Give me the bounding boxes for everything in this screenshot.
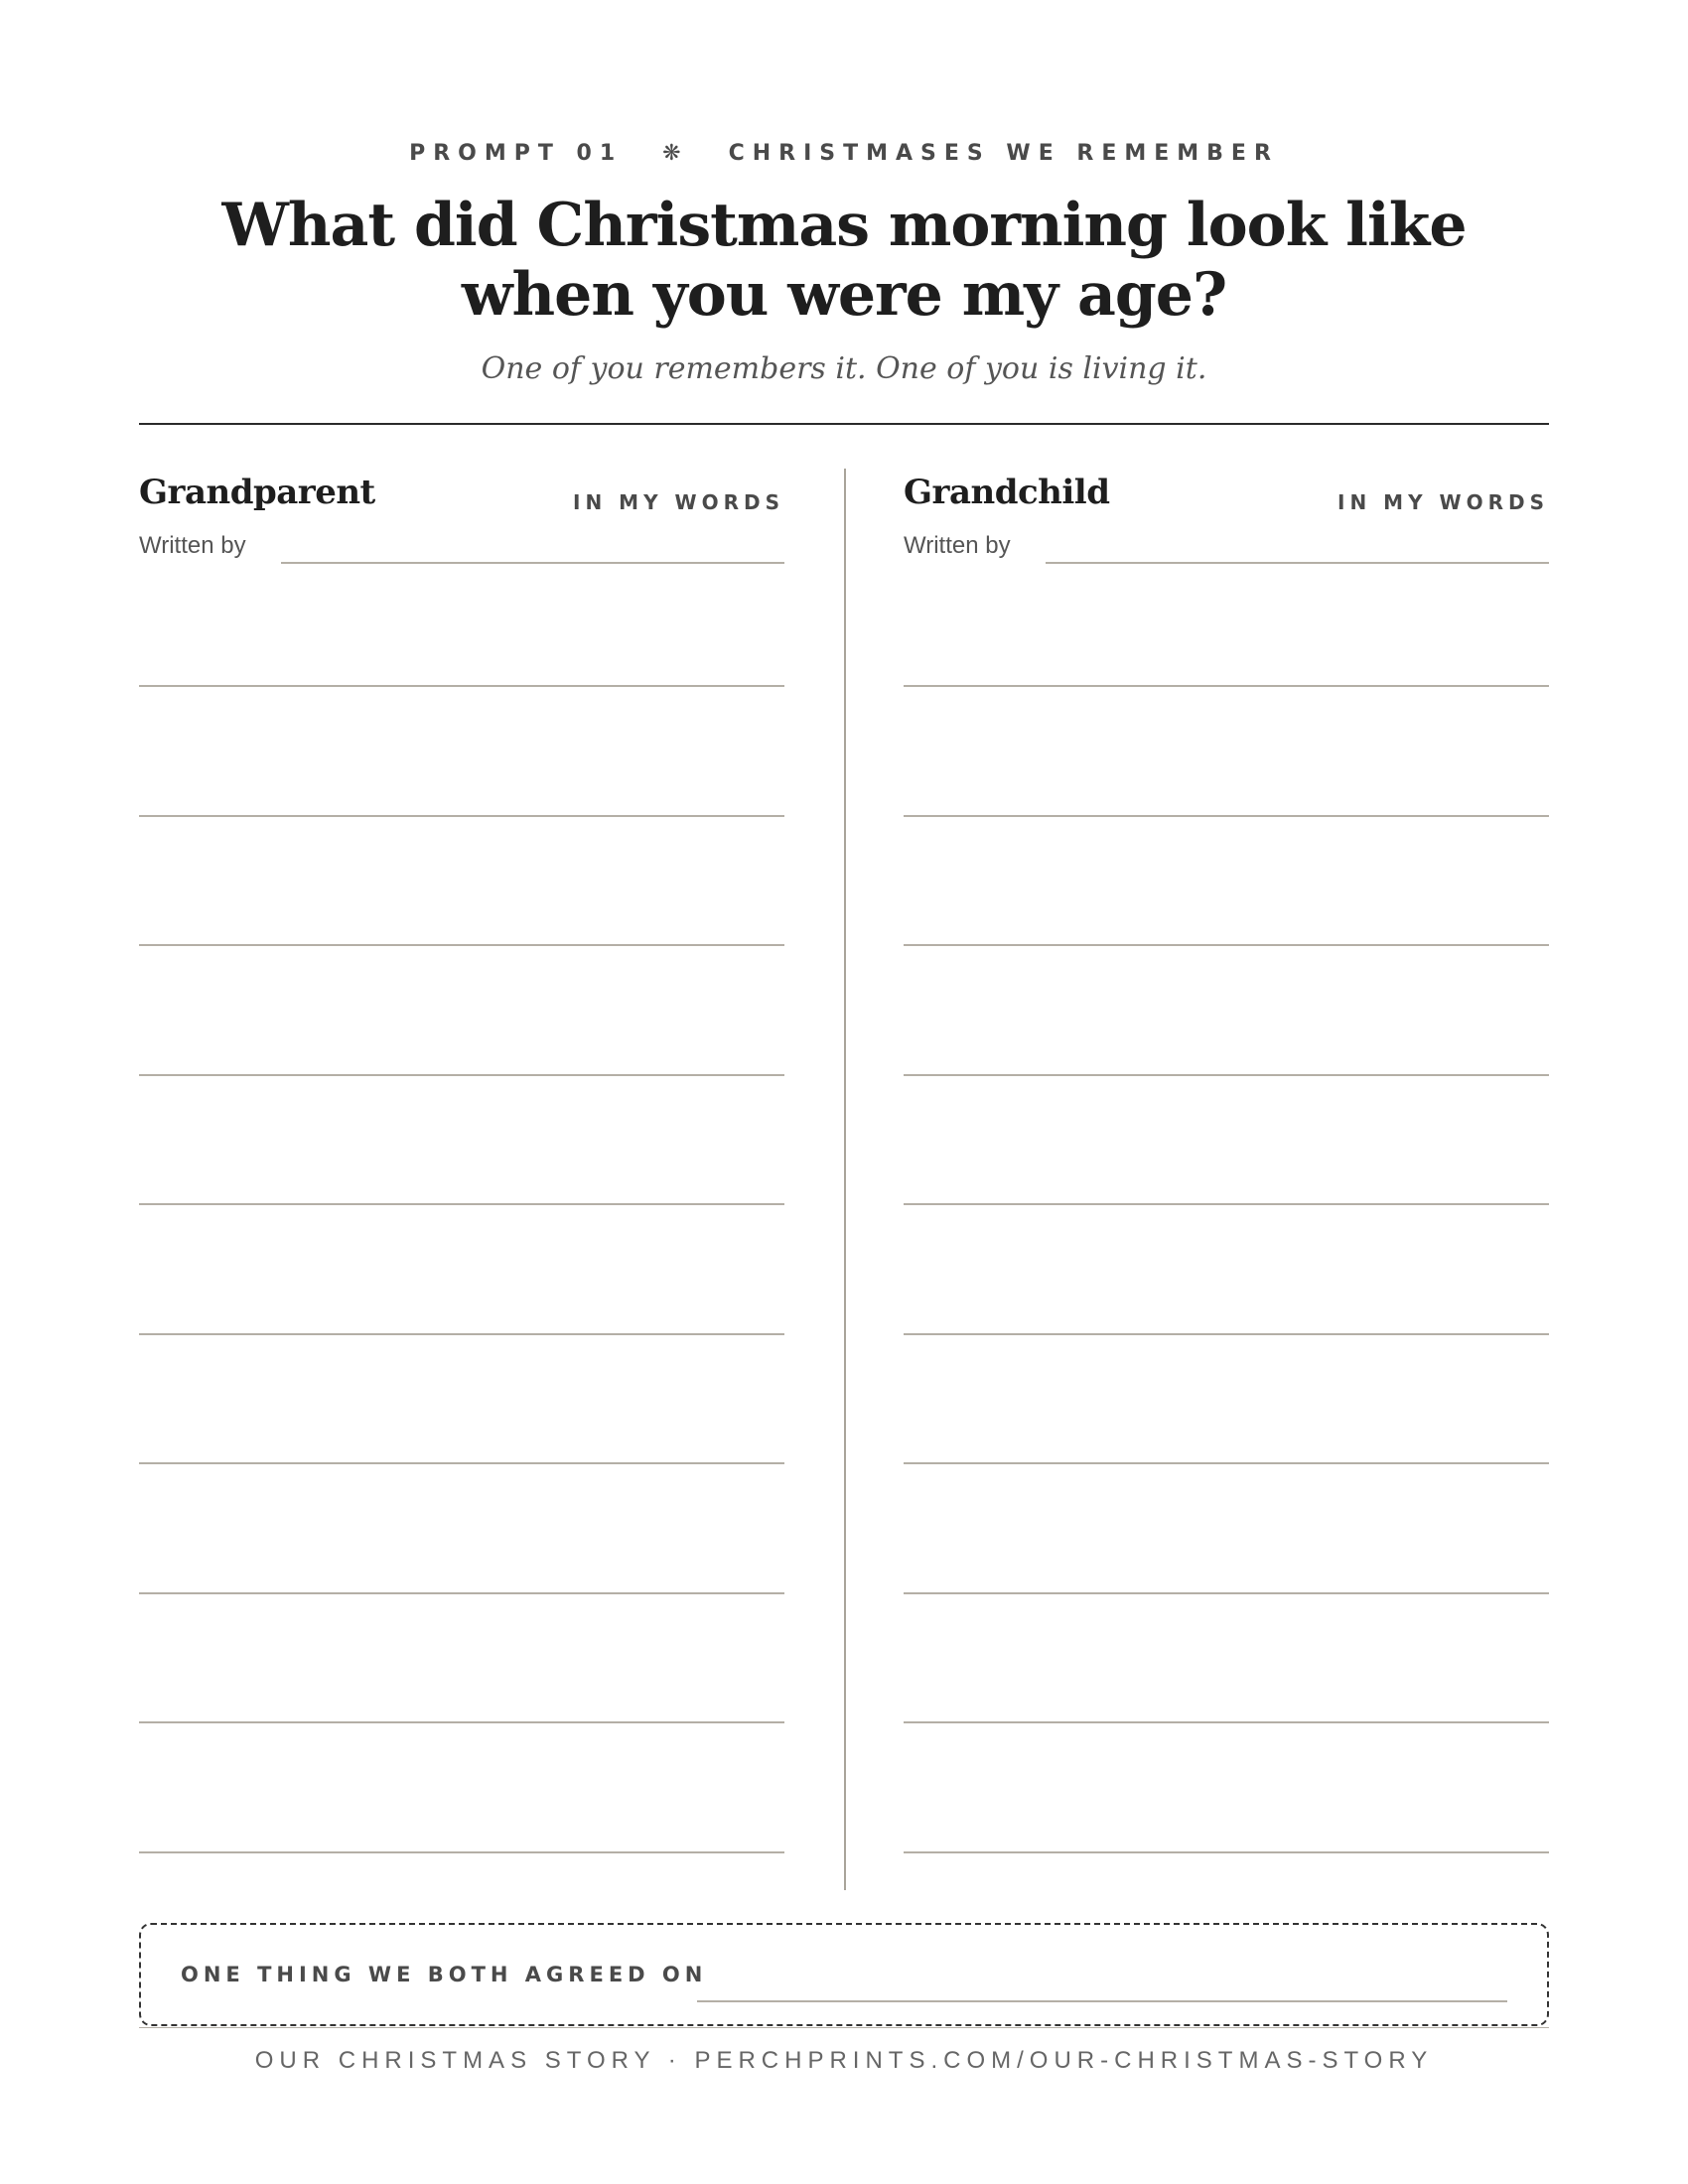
writing-line[interactable] bbox=[904, 685, 1549, 687]
prompt-category: CHRISTMASES WE REMEMBER bbox=[728, 141, 1279, 166]
page-footer: OUR CHRISTMAS STORY · PERCHPRINTS.COM/OUR-CHRISTMAS-STORY bbox=[254, 2047, 1434, 2074]
writing-line[interactable] bbox=[139, 815, 784, 817]
header-divider bbox=[139, 423, 1549, 425]
column-header bbox=[904, 467, 1549, 526]
agreement-label: ONE THING WE BOTH AGREED ON bbox=[181, 1963, 708, 1986]
writing-line[interactable] bbox=[139, 1462, 784, 1464]
writing-line[interactable] bbox=[139, 1074, 784, 1076]
column-divider bbox=[844, 469, 846, 1890]
writing-line[interactable] bbox=[139, 1203, 784, 1205]
written-by-label: Written by bbox=[904, 532, 1011, 559]
prompt-eyebrow bbox=[0, 141, 1688, 166]
writing-line[interactable] bbox=[139, 1721, 784, 1723]
page-subtitle: One of you remembers it. One of you is living it. bbox=[481, 351, 1207, 386]
page-title: What did Christmas morning look like when you were my age? bbox=[221, 191, 1467, 330]
written-by-row bbox=[904, 526, 1549, 566]
written-by-field[interactable] bbox=[1046, 562, 1549, 564]
written-by-label: Written by bbox=[139, 532, 246, 559]
column-title: Grandparent bbox=[139, 473, 375, 512]
writing-line[interactable] bbox=[904, 1074, 1549, 1076]
agreement-field[interactable] bbox=[697, 2000, 1507, 2002]
writing-line[interactable] bbox=[139, 1851, 784, 1853]
writing-line[interactable] bbox=[904, 1851, 1549, 1853]
footer-divider bbox=[139, 2027, 1549, 2028]
column-tag: IN MY WORDS bbox=[573, 490, 784, 514]
written-by-row bbox=[139, 526, 784, 566]
writing-line[interactable] bbox=[904, 1462, 1549, 1464]
column-header bbox=[139, 467, 784, 526]
prompt-number: PROMPT 01 bbox=[409, 141, 624, 166]
written-by-field[interactable] bbox=[281, 562, 784, 564]
writing-line[interactable] bbox=[904, 1721, 1549, 1723]
writing-line[interactable] bbox=[904, 1203, 1549, 1205]
column-tag: IN MY WORDS bbox=[1337, 490, 1549, 514]
grandparent-column bbox=[139, 467, 784, 566]
writing-line[interactable] bbox=[904, 815, 1549, 817]
writing-line[interactable] bbox=[904, 1592, 1549, 1594]
writing-line[interactable] bbox=[904, 1333, 1549, 1335]
writing-line[interactable] bbox=[904, 944, 1549, 946]
writing-line[interactable] bbox=[139, 944, 784, 946]
writing-line[interactable] bbox=[139, 1333, 784, 1335]
grandchild-column bbox=[904, 467, 1549, 566]
snowflake-icon: ❋ bbox=[662, 141, 689, 166]
writing-line[interactable] bbox=[139, 685, 784, 687]
writing-line[interactable] bbox=[139, 1592, 784, 1594]
column-title: Grandchild bbox=[904, 473, 1110, 512]
agreement-box bbox=[139, 1923, 1549, 2026]
